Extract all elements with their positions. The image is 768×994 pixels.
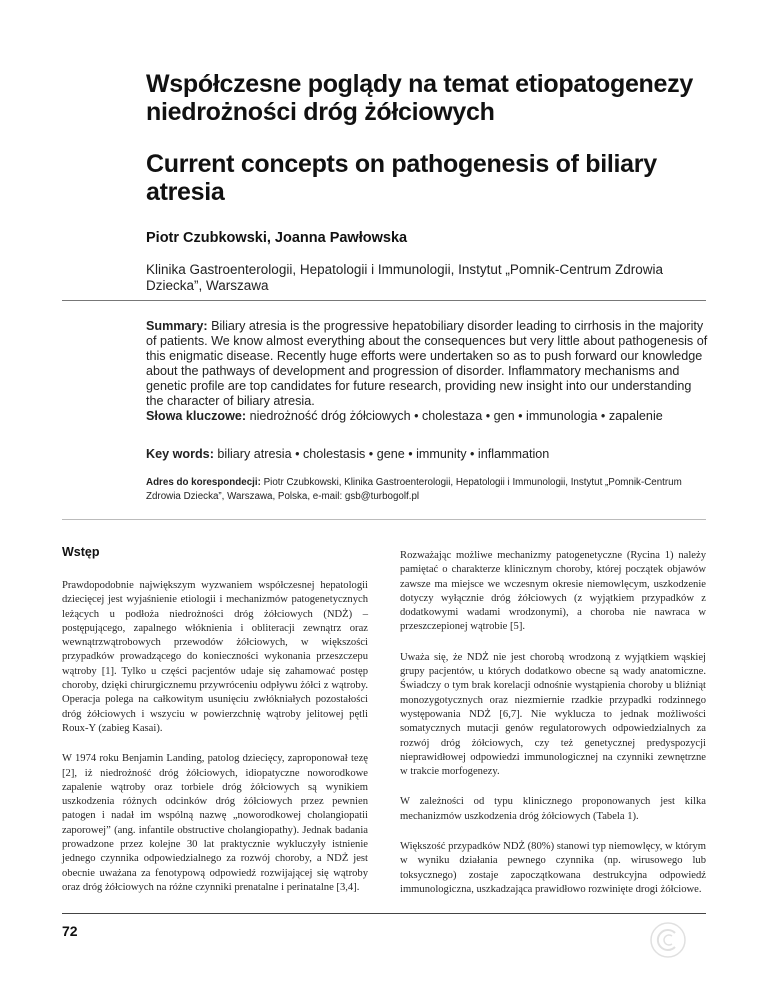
keywords-polish-label: Słowa kluczowe: xyxy=(146,409,247,423)
summary-block xyxy=(146,319,710,409)
title-polish xyxy=(146,70,706,126)
section-heading: Wstęp xyxy=(62,545,100,559)
title-english-line-1: Current concepts on pathogenesis of biliary xyxy=(146,150,657,178)
right-paragraph-3: W zależności od typu klinicznego proponowanych jest kilka mechanizmów uszkodzenia dróg żółciowych (Tabela 1). xyxy=(400,796,706,822)
page-number: 72 xyxy=(62,923,78,939)
right-paragraph-2: Uważa się, że NDŻ nie jest chorobą wrodzoną z wyjątkiem wąskiej grupy pacjentów, u których dodatkowo obecne są wady anatomiczne. Świadczy o tym brak korelacji odnośnie wystąpienia choroby u bliźniąt monozygotycznych oraz niezmiernie rzadkie przypadki rodzinnego występowania NDŻ [6,7]. Nie wyklucza to jednak możliwości somatycznych mutacji genów regulatorowych odpowiedzialnych za rozwój dróg żółciowych, czy też genetycznej predyspozycji nieprawidłowej odpowiedzi immunologicznej na czynniki zewnętrzne w trakcie morfogenezy. xyxy=(400,651,706,778)
authors: Piotr Czubkowski, Joanna Pawłowska xyxy=(146,230,408,246)
header-divider xyxy=(62,300,706,301)
summary-text: Biliary atresia is the progressive hepatobiliary disorder leading to cirrhosis in the majority of patients. We know almost everything about the consequences but very little about pathogenesis of this enigmatic disease. Recently huge efforts were undertaken so as to push forward our knowledge about the pathways of development and progression of disorder. Inflammatory mechanisms and genetic profile are top candidates for future research, providing new insight into our understanding the character of biliary atresia. xyxy=(146,319,708,408)
footer-divider xyxy=(62,913,706,914)
correspondence-text: Piotr Czubkowski, Klinika Gastroenterologii, Hepatologii i Immunologii, Instytut „Pomnik-Centrum Zdrowia Dziecka”, Warszawa, Polska, e-mail: gsb@turbogolf.pl xyxy=(146,477,682,502)
abstract-divider xyxy=(62,519,706,520)
title-english xyxy=(146,150,706,206)
title-polish-line-2: niedrożności dróg żółciowych xyxy=(146,98,495,126)
affiliation: Klinika Gastroenterologii, Hepatologii i Immunologii, Instytut „Pomnik-Centrum Zdrowia Dziecka”, Warszawa xyxy=(146,262,663,293)
keywords-polish-text: niedrożność dróg żółciowych • cholestaza • gen • immunologia • zapalenie xyxy=(249,409,663,423)
right-column xyxy=(400,549,706,913)
left-paragraph-1: Prawdopodobnie największym wyzwaniem współczesnej hepatologii dziecięcej jest wyjaśnienie etiologii i mechanizmów patogenetycznych leżących u podłoża niedrożności dróg żółciowych (NDŻ) – postępującego, zapalnego włóknienia i obliteracji zewnątrz oraz wewnątrzwątrobowych przewodów żółciowych, w większości przypadków prowadzącego do konieczności wykonania przeszczepu wątroby [1]. Tylko u części pacjentów udaje się zahamować postęp choroby, dzięki chirurgicznemu przywróceniu odpływu żółci z wątroby. Operacja polega na całkowitym usunięciu zwłókniałych pozostałości dróg żółciowych i wszyciu w powierzchnię wątroby jelitowej pętli Roux-Y (zabieg Kasai). xyxy=(62,580,368,734)
keywords-english-text: biliary atresia • cholestasis • gene • immunity • inflammation xyxy=(217,447,550,461)
left-paragraph-2: W 1974 roku Benjamin Landing, patolog dziecięcy, zaproponował tezę [2], iż niedrożność dróg żółciowych, idiopatyczne noworodkowe zapalenie wątroby oraz torbiele dróg żółciowych są wynikiem uszkodzenia różnych odcinków dróg żółciowych przez pewnien patogen i nadał im wspólną nazwę „noworodkowej cholangiopatii zaporowej” (ang. infantile obstructive cholangiopathy). Jednak badania prowadzone przez kolejne 30 lat praktycznie wykluczyły istnienie jednego czynnika odpowiedzialnego za rozwój choroby, a NDŻ jest obecnie uważana za fenotypową odpowiedź rozwijającej się wątroby oraz dróg żółciowych na różne czynniki prenatalne i perinatalne [3,4]. xyxy=(62,753,368,893)
keywords-english-label: Key words: xyxy=(146,447,214,461)
left-column xyxy=(62,545,368,911)
correspondence-block xyxy=(146,476,706,503)
title-english-line-2: atresia xyxy=(146,178,225,206)
keywords-english xyxy=(146,447,706,462)
publisher-logo-icon xyxy=(648,920,688,960)
correspondence-label: Adres do korespondecji: xyxy=(146,477,261,488)
summary-label: Summary: xyxy=(146,319,208,333)
keywords-polish xyxy=(146,409,706,424)
title-polish-line-1: Współczesne poglądy na temat etiopatogenezy xyxy=(146,70,693,98)
right-paragraph-4: Większość przypadków NDŻ (80%) stanowi typ niemowlęcy, w którym w wyniku działania pewnego czynnika (np. wirusowego lub toksycznego) zostaje zapoczątkowana destrukcyjna odpowiedź immunologiczna, uszkadzająca prawidłowo rozwinięte drogi żółciowe. xyxy=(400,841,706,895)
right-paragraph-1: Rozważając możliwe mechanizmy patogenetyczne (Rycina 1) należy pamiętać o charakterze klinicznym choroby, której początek objawów zawsze ma miejsce we wczesnym okresie niemowlęcym, uszkodzenie dotyczy wyłącznie dróg żółciowych (z wyjątkiem przypadków z dodatkowymi wadami wrodzonymi), a choroba nie nawraca w przeszczepionej wątrobie [5]. xyxy=(400,550,706,633)
